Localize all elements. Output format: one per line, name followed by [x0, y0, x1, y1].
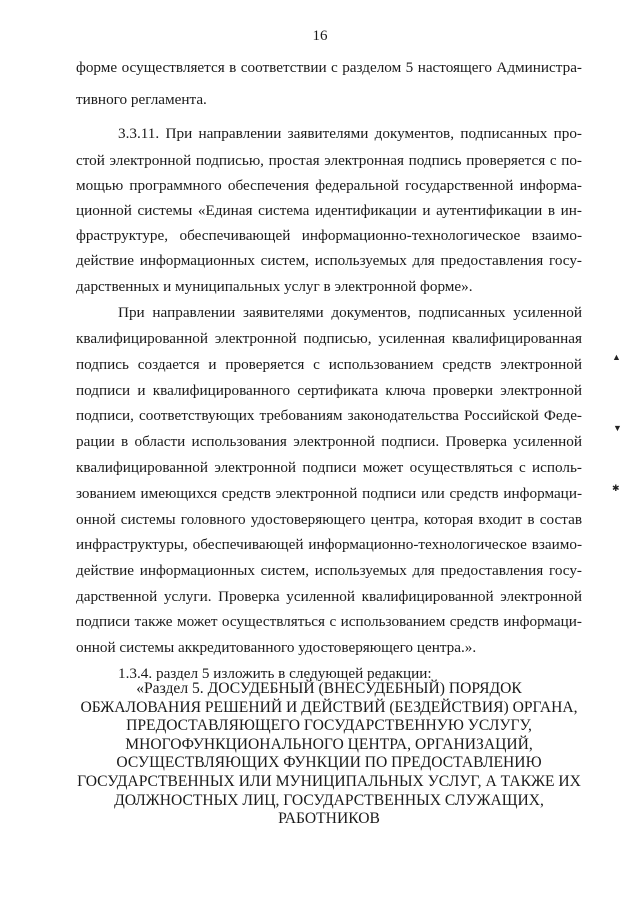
text-line: мощью программного обеспечения федеральной государственной информа-	[76, 177, 582, 194]
heading-line: РАБОТНИКОВ	[278, 810, 380, 828]
margin-mark: ✱	[612, 483, 620, 493]
text-line: зованием имеющихся средств электронной подписи или средств информаци-	[76, 485, 582, 502]
heading-line: МНОГОФУНКЦИОНАЛЬНОГО ЦЕНТРА, ОРГАНИЗАЦИЙ,	[125, 735, 533, 753]
text-line: 1.3.4. раздел 5 изложить в следующей редакции:	[118, 665, 432, 682]
text-line: дарственных и муниципальных услуг в электронной форме».	[76, 278, 473, 295]
text-line: онной системы аккредитованного удостоверяющего центра.».	[76, 639, 477, 656]
text-line: действие информационных систем, используемых для предоставления госу-	[76, 562, 582, 579]
text-line: тивного регламента.	[76, 91, 207, 108]
text-line: стой электронной подписью, простая электронная подпись проверяется с по-	[76, 152, 582, 169]
text-line: действие информационных систем, используемых для предоставления госу-	[76, 252, 582, 269]
text-line: рации в области использования электронной подписи. Проверка усиленной	[76, 433, 582, 450]
heading-line: ГОСУДАРСТВЕННЫХ ИЛИ МУНИЦИПАЛЬНЫХ УСЛУГ, А ТАКЖЕ ИХ	[77, 772, 581, 790]
page-number: 16	[312, 28, 328, 44]
text-line: При направлении заявителями документов, подписанных усиленной	[118, 304, 582, 321]
section-heading	[76, 680, 582, 829]
margin-mark: ▲	[612, 352, 621, 362]
text-line: онной системы головного удостоверяющего центра, которая входит в состав	[76, 511, 582, 528]
heading-line: ОБЖАЛОВАНИЯ РЕШЕНИЙ И ДЕЙСТВИЙ (БЕЗДЕЙСТВИЯ) ОРГАНА,	[80, 698, 578, 716]
heading-line: ОСУЩЕСТВЛЯЮЩИХ ФУНКЦИИ ПО ПРЕДОСТАВЛЕНИЮ	[116, 754, 542, 772]
text-line: ционной системы «Единая система идентификации и аутентификации в ин-	[76, 202, 582, 219]
margin-mark: ▼	[613, 423, 622, 433]
text-line: квалифицированной электронной подписи может осуществляться с исполь-	[76, 459, 582, 476]
heading-line: «Раздел 5. ДОСУДЕБНЫЙ (ВНЕСУДЕБНЫЙ) ПОРЯДОК	[136, 680, 522, 697]
text-line: подписи также может осуществляться с использованием средств информаци-	[76, 613, 582, 630]
heading-line: ДОЛЖНОСТНЫХ ЛИЦ, ГОСУДАРСТВЕННЫХ СЛУЖАЩИХ,	[114, 791, 544, 809]
text-line: дарственной услуги. Проверка усиленной квалифицированной электронной	[76, 588, 582, 605]
heading-line: ПРЕДОСТАВЛЯЮЩЕГО ГОСУДАРСТВЕННУЮ УСЛУГУ,	[126, 717, 532, 735]
text-line: подписи и квалифицированного сертификата ключа проверки электронной	[76, 382, 582, 399]
text-line: фраструктуре, обеспечивающей информационно-технологическое взаимо-	[76, 227, 582, 244]
text-line: 3.3.11. При направлении заявителями документов, подписанных про-	[118, 125, 582, 142]
text-line: подписи, соответствующих требованиям законодательства Российской Феде-	[76, 407, 582, 424]
text-line: подпись создается и проверяется с использованием средств электронной	[76, 356, 582, 373]
text-line: квалифицированной электронной подписью, усиленная квалифицированная	[76, 330, 582, 347]
text-line: форме осуществляется в соответствии с разделом 5 настоящего Администра-	[76, 59, 582, 76]
text-line: инфраструктуры, обеспечивающей информационно-технологическое взаимо-	[76, 536, 582, 553]
